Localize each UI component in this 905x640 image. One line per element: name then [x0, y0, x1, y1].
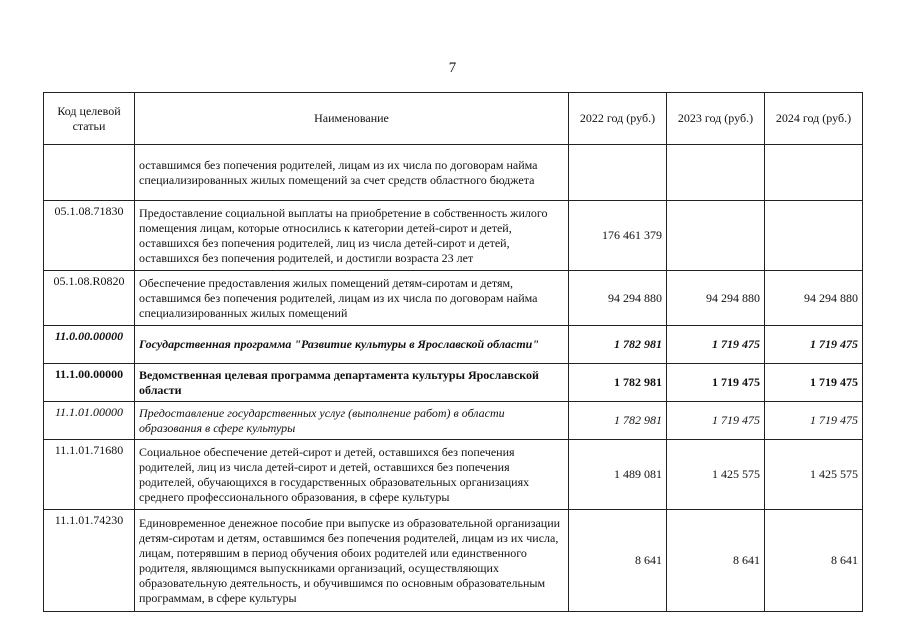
- cell-2023: 94 294 880: [667, 271, 765, 326]
- table-row: [44, 510, 863, 612]
- cell-2023: 1 719 475: [667, 326, 765, 364]
- cell-name: оставшимся без попечения родителей, лицам из их числа по договорам найма специализированных жилых помещений за счет средств областного бюджета: [135, 145, 569, 201]
- cell-2024: [765, 201, 863, 271]
- cell-code: 11.1.01.71680: [44, 440, 135, 510]
- cell-name: Обеспечение предоставления жилых помещений детям-сиротам и детям, оставшимся без попечения родителей, лицам из их числа по договорам найма специализированных жилых помещений: [135, 271, 569, 326]
- page-number: 7: [448, 60, 457, 76]
- cell-2023: 8 641: [667, 510, 765, 612]
- cell-2022: [569, 145, 667, 201]
- header-code: Код целевой статьи: [44, 93, 135, 145]
- header-2023: 2023 год (руб.): [667, 93, 765, 145]
- cell-code: 11.1.00.00000: [44, 364, 135, 402]
- cell-code: 11.1.01.74230: [44, 510, 135, 612]
- cell-name: Предоставление социальной выплаты на приобретение в собственность жилого помещения лицам, которые относились к категории детей-сирот и детей, оставшихся без попечения родителей, лиц из числа детей-сирот и детей, оставшихся без попечения родителей, и достигли возраста 23 лет: [135, 201, 569, 271]
- cell-2022: 1 782 981: [569, 326, 667, 364]
- cell-2024: 1 719 475: [765, 326, 863, 364]
- cell-code: 11.1.01.00000: [44, 402, 135, 440]
- budget-table: [43, 92, 863, 612]
- cell-code: 05.1.08.71830: [44, 201, 135, 271]
- cell-2022: 1 489 081: [569, 440, 667, 510]
- cell-name: Единовременное денежное пособие при выпуске из образовательной организации детям-сиротам и детям, оставшимся без попечения родителей, лицам из их числа, лицам, потерявшим в период обучения обоих родителей или единственного родителя, являющимся выпускниками организаций, осуществляющих образовательную деятельность, и обучившимся по основным образовательным программам, в сфере культуры: [135, 510, 569, 612]
- cell-name: Государственная программа "Развитие культуры в Ярославской области": [135, 326, 569, 364]
- header-name: Наименование: [135, 93, 569, 145]
- cell-code: 11.0.00.00000: [44, 326, 135, 364]
- cell-2023: 1 425 575: [667, 440, 765, 510]
- cell-2024: 8 641: [765, 510, 863, 612]
- header-2022: 2022 год (руб.): [569, 93, 667, 145]
- table-row: [44, 271, 863, 326]
- cell-2024: 94 294 880: [765, 271, 863, 326]
- cell-2023: 1 719 475: [667, 402, 765, 440]
- cell-2024: 1 719 475: [765, 402, 863, 440]
- table-row: [44, 145, 863, 201]
- cell-name: Ведомственная целевая программа департамента культуры Ярославской области: [135, 364, 569, 402]
- cell-2024: 1 719 475: [765, 364, 863, 402]
- cell-2024: [765, 145, 863, 201]
- cell-2022: 1 782 981: [569, 364, 667, 402]
- cell-2022: 176 461 379: [569, 201, 667, 271]
- table-row: [44, 201, 863, 271]
- cell-2024: 1 425 575: [765, 440, 863, 510]
- cell-name: Предоставление государственных услуг (выполнение работ) в области образования в сфере культуры: [135, 402, 569, 440]
- cell-2022: 1 782 981: [569, 402, 667, 440]
- table-row: [44, 440, 863, 510]
- cell-2023: [667, 201, 765, 271]
- table-row: [44, 364, 863, 402]
- cell-2022: 8 641: [569, 510, 667, 612]
- cell-code: [44, 145, 135, 201]
- cell-2023: 1 719 475: [667, 364, 765, 402]
- table-row: [44, 402, 863, 440]
- cell-name: Социальное обеспечение детей-сирот и детей, оставшихся без попечения родителей, лиц из числа детей-сирот и детей, оставшихся без попечения родителей, обучающихся в государственных образовательных организациях среднего профессионального образования, в сфере культуры: [135, 440, 569, 510]
- table-header-row: [44, 93, 863, 145]
- cell-code: 05.1.08.R0820: [44, 271, 135, 326]
- table-row: [44, 326, 863, 364]
- header-2024: 2024 год (руб.): [765, 93, 863, 145]
- cell-2023: [667, 145, 765, 201]
- cell-2022: 94 294 880: [569, 271, 667, 326]
